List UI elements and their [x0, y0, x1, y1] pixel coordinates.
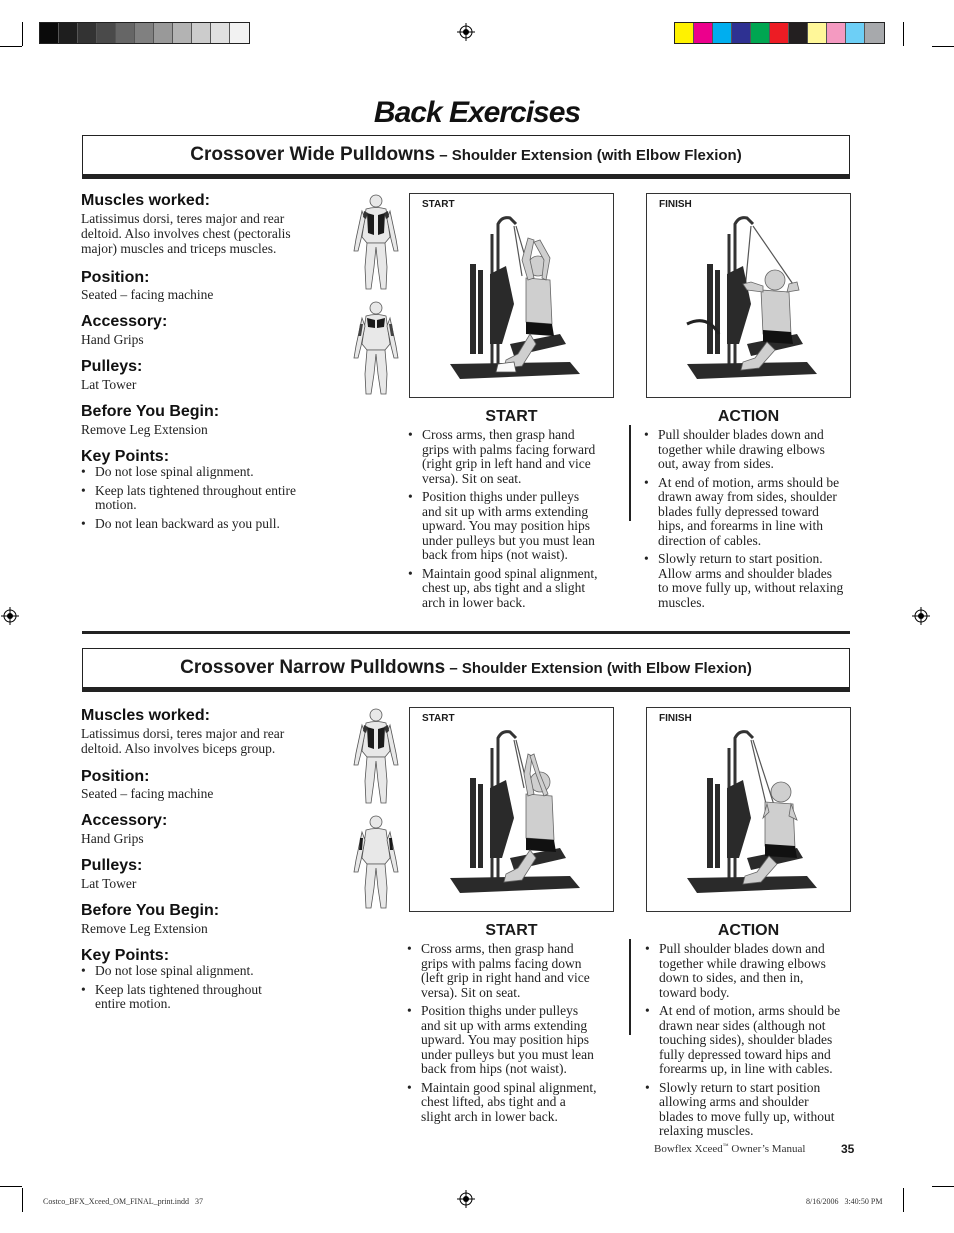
- color-swatch: [732, 23, 751, 43]
- grayscale-color-bar: [39, 22, 250, 44]
- process-color-bar: [674, 22, 885, 44]
- color-swatch: [846, 23, 865, 43]
- position-label: Position:: [81, 269, 150, 286]
- muscles-worked-text: [81, 211, 291, 256]
- accessory-label: Accessory:: [81, 812, 168, 829]
- list-item: • Do not lose spinal alignment.: [81, 465, 346, 480]
- accessory-text: Hand Grips: [81, 332, 144, 347]
- print-slug-date: 8/16/2006 3:40:50 PM: [806, 1197, 883, 1206]
- section-divider: [82, 631, 850, 634]
- text-line: deltoid. Also involves chest (pectoralis: [81, 226, 291, 241]
- exercise-name: Crossover Wide Pulldowns: [190, 144, 436, 165]
- list-item: • Slowly return to start position. Allow arms and shoulder blades to move fully up, without relaxing muscles.: [644, 552, 874, 610]
- color-swatch: [59, 23, 78, 43]
- list-item: • Slowly return to start position allowing arms and shoulder blades to move fully up, without relaxing muscles.: [645, 1081, 875, 1139]
- bowflex-machine-user-image: [647, 708, 850, 911]
- color-swatch: [713, 23, 732, 43]
- bowflex-machine-user-image: [410, 194, 613, 397]
- registration-mark-icon: [457, 23, 475, 41]
- color-swatch: [694, 23, 713, 43]
- photo-tag: FINISH: [659, 199, 692, 210]
- color-swatch: [770, 23, 789, 43]
- start-instructions-list: [407, 942, 627, 1128]
- list-item: • At end of motion, arms should be drawn near sides (although not touching sides), shoulder blades fully depressed toward hips and forearms up, in line with cables.: [645, 1004, 875, 1077]
- pulleys-text: Lat Tower: [81, 876, 137, 891]
- before-you-begin-text: Remove Leg Extension: [81, 422, 208, 437]
- text-line: Latissimus dorsi, teres major and rear: [81, 211, 285, 226]
- crop-mark: [932, 46, 954, 47]
- bowflex-machine-user-image: [410, 708, 613, 911]
- crop-mark: [0, 46, 22, 47]
- start-heading: START: [485, 408, 538, 425]
- finish-position-photo: [646, 707, 851, 912]
- color-swatch: [789, 23, 808, 43]
- action-instructions-list: [644, 428, 874, 614]
- print-slug-filename: Costco_BFX_Xceed_OM_FINAL_print.indd 37: [43, 1197, 203, 1206]
- color-swatch: [135, 23, 154, 43]
- exercise-header-narrow-pulldowns: [82, 648, 850, 688]
- crop-mark: [22, 1188, 23, 1212]
- anatomy-back-view-icon: [352, 193, 400, 293]
- list-item: • Pull shoulder blades down and together while drawing elbows down to sides, and then in, toward body.: [645, 942, 875, 1000]
- anatomy-front-view-icon: [352, 300, 400, 398]
- exercise-name: Crossover Narrow Pulldowns: [180, 657, 446, 678]
- page-number: 35: [841, 1142, 855, 1156]
- key-points-label: Key Points:: [81, 947, 170, 964]
- accessory-label: Accessory:: [81, 313, 168, 330]
- position-text: Seated – facing machine: [81, 786, 214, 801]
- key-points-list: [81, 964, 346, 1016]
- photo-tag: START: [422, 713, 455, 724]
- anatomy-front-view-icon: [352, 814, 400, 912]
- color-swatch: [808, 23, 827, 43]
- color-swatch: [40, 23, 59, 43]
- pulleys-label: Pulleys:: [81, 358, 143, 375]
- registration-mark-icon: [457, 1190, 475, 1208]
- list-item: • Do not lose spinal alignment.: [81, 964, 346, 979]
- start-instructions-list: [408, 428, 628, 614]
- accessory-text: Hand Grips: [81, 831, 144, 846]
- column-divider: [629, 939, 631, 1035]
- list-item: • Maintain good spinal alignment, chest up, abs tight and a slight arch in lower back.: [408, 567, 628, 611]
- position-label: Position:: [81, 768, 150, 785]
- list-item: • Maintain good spinal alignment, chest lifted, abs tight and a slight arch in lower back.: [407, 1081, 627, 1125]
- color-swatch: [97, 23, 116, 43]
- start-position-photo: [409, 193, 614, 398]
- photo-tag: FINISH: [659, 713, 692, 724]
- list-item: • Pull shoulder blades down and together while drawing elbows out, away from sides.: [644, 428, 874, 472]
- color-swatch: [154, 23, 173, 43]
- key-points-label: Key Points:: [81, 448, 170, 465]
- color-swatch: [230, 23, 249, 43]
- color-swatch: [865, 23, 884, 43]
- list-item: • At end of motion, arms should be drawn away from sides, shoulder blades fully depressed toward hips, and forearms in line with direction of cables.: [644, 476, 874, 549]
- color-swatch: [192, 23, 211, 43]
- exercise-header-wide-pulldowns: [82, 135, 850, 175]
- before-you-begin-label: Before You Begin:: [81, 403, 220, 420]
- crop-mark: [22, 22, 23, 46]
- text-line: deltoid. Also involves biceps group.: [81, 741, 276, 756]
- muscles-worked-label: Muscles worked:: [81, 192, 210, 209]
- exercise-movement: – Shoulder Extension (with Elbow Flexion): [435, 147, 742, 164]
- muscles-worked-text: [81, 726, 284, 756]
- start-heading: START: [485, 922, 538, 939]
- list-item: • Keep lats tightened throughout entire motion.: [81, 484, 346, 513]
- muscles-worked-label: Muscles worked:: [81, 707, 210, 724]
- page-title: Back Exercises: [373, 96, 581, 129]
- crop-mark: [932, 1186, 954, 1187]
- anatomy-back-view-icon: [352, 707, 400, 807]
- action-heading: ACTION: [717, 922, 780, 939]
- registration-mark-icon: [1, 607, 19, 625]
- text-line: Latissimus dorsi, teres major and rear: [81, 726, 285, 741]
- list-item: • Cross arms, then grasp hand grips with palms facing forward (right grip in left hand and vice versa). Sit on seat.: [408, 428, 628, 486]
- crop-mark: [0, 1186, 22, 1187]
- position-text: Seated – facing machine: [81, 287, 214, 302]
- list-item: • Do not lean backward as you pull.: [81, 517, 346, 532]
- before-you-begin-text: Remove Leg Extension: [81, 921, 208, 936]
- color-swatch: [675, 23, 694, 43]
- registration-mark-icon: [912, 607, 930, 625]
- color-swatch: [211, 23, 230, 43]
- text-line: major) muscles and triceps muscles.: [81, 241, 277, 256]
- pulleys-text: Lat Tower: [81, 377, 137, 392]
- before-you-begin-label: Before You Begin:: [81, 902, 220, 919]
- bowflex-machine-user-image: [647, 194, 850, 397]
- color-swatch: [173, 23, 192, 43]
- action-heading: ACTION: [717, 408, 780, 425]
- list-item: • Position thighs under pulleys and sit up with arms extending upward. You may position hips under pulleys but you must lean back from hips (not waist).: [407, 1004, 627, 1077]
- key-points-list: [81, 465, 346, 535]
- color-swatch: [827, 23, 846, 43]
- color-swatch: [751, 23, 770, 43]
- pulleys-label: Pulleys:: [81, 857, 143, 874]
- action-instructions-list: [645, 942, 875, 1143]
- list-item: • Keep lats tightened throughout entire motion.: [81, 983, 346, 1012]
- color-swatch: [116, 23, 135, 43]
- list-item: • Position thighs under pulleys and sit up with arms extending upward. You may position hips under pulleys but you must lean back from hips (not waist).: [408, 490, 628, 563]
- crop-mark: [903, 1188, 904, 1212]
- photo-tag: START: [422, 199, 455, 210]
- column-divider: [629, 425, 631, 521]
- exercise-movement: – Shoulder Extension (with Elbow Flexion): [445, 660, 752, 677]
- footer-manual-name: Bowflex Xceed™ Owner’s Manual: [654, 1143, 806, 1155]
- color-swatch: [78, 23, 97, 43]
- crop-mark: [903, 22, 904, 46]
- start-position-photo: [409, 707, 614, 912]
- finish-position-photo: [646, 193, 851, 398]
- list-item: • Cross arms, then grasp hand grips with palms facing down (left grip in right hand and vice versa). Sit on seat.: [407, 942, 627, 1000]
